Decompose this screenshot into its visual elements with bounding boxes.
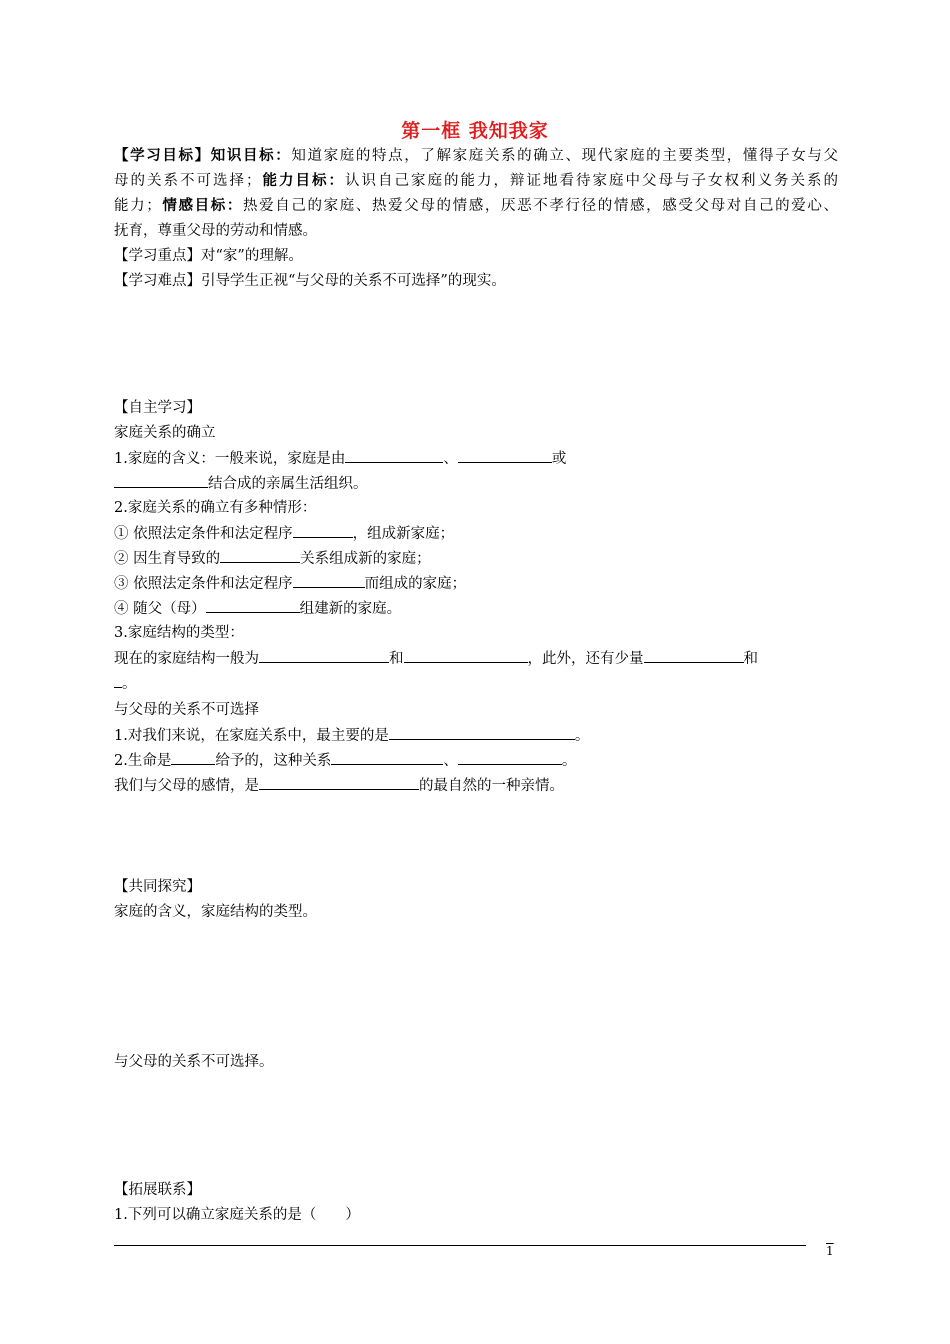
parents-question-2 bbox=[114, 750, 838, 771]
fill-blank[interactable] bbox=[114, 473, 208, 488]
page-number: 1 bbox=[826, 1244, 834, 1258]
question-1-line-1 bbox=[114, 448, 838, 469]
difficult-point: 【学习难点】引导学生正视“与父母的关系不可选择”的现实。 bbox=[114, 273, 506, 289]
ability-objective-text: 认识自己家庭的能力，辩证地看待家庭中父母与子女权利义务关系的 bbox=[345, 173, 838, 189]
question-text: 的最自然的一种亲情。 bbox=[419, 778, 564, 794]
fill-blank[interactable] bbox=[404, 648, 528, 663]
question-text: 2.生命是 bbox=[114, 753, 172, 769]
fill-blank[interactable] bbox=[458, 750, 562, 765]
question-2-item-1 bbox=[114, 523, 838, 544]
question-text: ，此外，还有少量 bbox=[527, 651, 644, 667]
punctuation: 。 bbox=[574, 728, 590, 744]
item-text: ① 依照法定条件和法定程序 bbox=[114, 526, 293, 542]
punctuation: 。 bbox=[122, 676, 137, 692]
question-2-item-4 bbox=[114, 598, 838, 619]
question-2-item-2 bbox=[114, 548, 838, 569]
question-3-line-2 bbox=[114, 673, 838, 694]
fill-blank[interactable] bbox=[293, 523, 353, 538]
objectives-line-2 bbox=[114, 171, 838, 191]
conjunction: 或 bbox=[551, 451, 567, 467]
self-study-heading: 【自主学习】 bbox=[114, 400, 201, 416]
separator: 、 bbox=[443, 753, 458, 769]
knowledge-objective-text-cont: 母的关系不可选择； bbox=[114, 173, 261, 189]
fill-blank[interactable] bbox=[171, 750, 215, 765]
extend-heading: 【拓展联系】 bbox=[114, 1182, 201, 1198]
item-text: ③ 依照法定条件和法定程序 bbox=[114, 576, 293, 592]
question-text: 1.家庭的含义：一般来说，家庭是由 bbox=[114, 451, 346, 467]
question-text: 我们与父母的感情，是 bbox=[114, 778, 259, 794]
item-text: 而组成的家庭； bbox=[364, 576, 467, 592]
page-title: 第一框 我知我家 bbox=[401, 120, 549, 142]
item-text: ② 因生育导致的 bbox=[114, 551, 221, 567]
fill-blank[interactable] bbox=[114, 673, 122, 688]
objectives-line-3 bbox=[114, 196, 838, 216]
fill-blank[interactable] bbox=[458, 448, 552, 463]
explore-item-2: 与父母的关系不可选择。 bbox=[114, 1054, 274, 1070]
item-text: 关系组成新的家庭； bbox=[300, 551, 431, 567]
question-1-line-2 bbox=[114, 473, 838, 494]
fill-blank[interactable] bbox=[644, 648, 744, 663]
emotion-objective-text: 热爱自己的家庭、热爱父母的情感，厌恶不孝行径的情感，感受父母对自己的爱心、 bbox=[243, 198, 838, 214]
parents-question-1 bbox=[114, 725, 838, 746]
question-2-item-3 bbox=[114, 573, 838, 594]
punctuation: 。 bbox=[561, 753, 577, 769]
subheading-parents: 与父母的关系不可选择 bbox=[114, 702, 259, 718]
question-3-line-1 bbox=[114, 648, 838, 669]
question-3: 3.家庭结构的类型： bbox=[114, 625, 244, 641]
item-text: ④ 随父（母） bbox=[114, 601, 206, 617]
fill-blank[interactable] bbox=[345, 448, 443, 463]
question-2: 2.家庭关系的确立有多种情形： bbox=[114, 500, 317, 516]
knowledge-objective-label: 知识目标： bbox=[210, 148, 292, 164]
explore-item-1: 家庭的含义，家庭结构的类型。 bbox=[114, 904, 317, 920]
objectives-line-1 bbox=[114, 146, 838, 166]
conjunction: 和 bbox=[389, 651, 404, 667]
fill-blank[interactable] bbox=[259, 648, 389, 663]
fill-blank[interactable] bbox=[206, 598, 300, 613]
question-text: 结合成的亲属生活组织。 bbox=[208, 476, 368, 492]
question-text: 1.对我们来说，在家庭关系中，最主要的是 bbox=[114, 728, 389, 744]
fill-blank[interactable] bbox=[293, 573, 365, 588]
conjunction: 和 bbox=[743, 651, 758, 667]
objectives-heading: 【学习目标】 bbox=[114, 148, 211, 164]
emotion-objective-label: 情感目标： bbox=[160, 198, 243, 214]
emotion-objective-text-cont: 抚育，尊重父母的劳动和情感。 bbox=[114, 223, 317, 239]
fill-blank[interactable] bbox=[331, 750, 443, 765]
ability-objective-label: 能力目标： bbox=[260, 173, 345, 189]
fill-blank[interactable] bbox=[389, 725, 575, 740]
item-text: 组建新的家庭。 bbox=[299, 601, 402, 617]
question-text: 给予的，这种关系 bbox=[215, 753, 332, 769]
item-text: ，组成新家庭； bbox=[352, 526, 455, 542]
knowledge-objective-text: 知道家庭的特点，了解家庭关系的确立、现代家庭的主要类型，懂得子女与父 bbox=[291, 148, 838, 164]
explore-heading: 【共同探究】 bbox=[114, 879, 201, 895]
question-text: 现在的家庭结构一般为 bbox=[114, 651, 259, 667]
subheading-family-relations: 家庭关系的确立 bbox=[114, 425, 216, 441]
footer-rule bbox=[114, 1245, 806, 1246]
fill-blank[interactable] bbox=[259, 775, 419, 790]
parents-question-3 bbox=[114, 775, 838, 796]
key-point: 【学习重点】对“家”的理解。 bbox=[114, 248, 303, 264]
extend-question-1: 1.下列可以确立家庭关系的是（ ） bbox=[114, 1207, 360, 1223]
separator: 、 bbox=[443, 451, 458, 467]
ability-objective-text-cont: 能力； bbox=[114, 198, 161, 214]
fill-blank[interactable] bbox=[220, 548, 300, 563]
